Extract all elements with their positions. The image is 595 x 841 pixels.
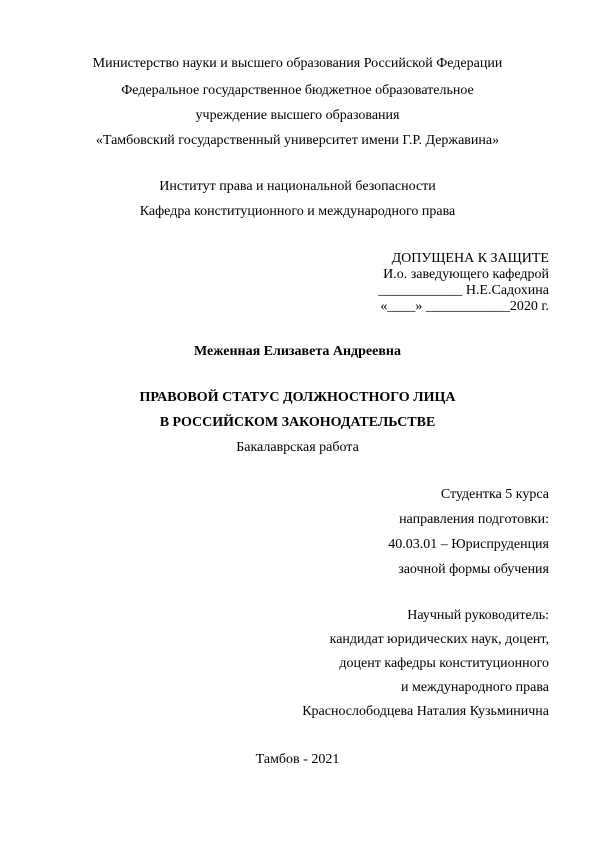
approval-position: И.о. заведующего кафедрой <box>383 267 549 282</box>
student-line-3: 40.03.01 – Юриспруденция <box>388 537 549 552</box>
institution-line-1: Федеральное государственное бюджетное образовательное <box>121 83 474 98</box>
institute-line: Институт права и национальной безопасности <box>159 179 436 194</box>
student-line-2: направления подготовки: <box>399 512 549 527</box>
work-title-line-2: В РОССИЙСКОМ ЗАКОНОДАТЕЛЬСТВЕ <box>159 415 436 430</box>
student-line-4: заочной формы обучения <box>398 562 549 577</box>
institution-line-2: учреждение высшего образования <box>195 108 400 123</box>
author-name: Меженная Елизавета Андреевна <box>194 344 401 359</box>
ministry-line: Министерство науки и высшего образования Российской Федерации <box>92 56 503 71</box>
supervisor-line-4: и международного права <box>400 680 549 695</box>
supervisor-line-5: Краснослободцева Наталия Кузьминична <box>302 704 549 719</box>
footer-city-year: Тамбов - 2021 <box>255 752 340 767</box>
work-title-line-1: ПРАВОВОЙ СТАТУС ДОЛЖНОСТНОГО ЛИЦА <box>139 390 456 405</box>
work-type: Бакалаврская работа <box>236 440 359 455</box>
supervisor-line-2: кандидат юридических наук, доцент, <box>329 632 549 647</box>
approval-signature: ____________ Н.Е.Садохина <box>378 283 549 298</box>
student-line-1: Студентка 5 курса <box>440 487 549 502</box>
approval-title: ДОПУЩЕНА К ЗАЩИТЕ <box>391 251 549 266</box>
approval-date: «____» ____________2020 г. <box>380 299 549 314</box>
chair-line: Кафедра конституционного и международного права <box>139 204 456 219</box>
university-line: «Тамбовский государственный университет имени Г.Р. Державина» <box>95 133 500 148</box>
supervisor-line-3: доцент кафедры конституционного <box>339 656 549 671</box>
supervisor-line-1: Научный руководитель: <box>407 608 549 623</box>
